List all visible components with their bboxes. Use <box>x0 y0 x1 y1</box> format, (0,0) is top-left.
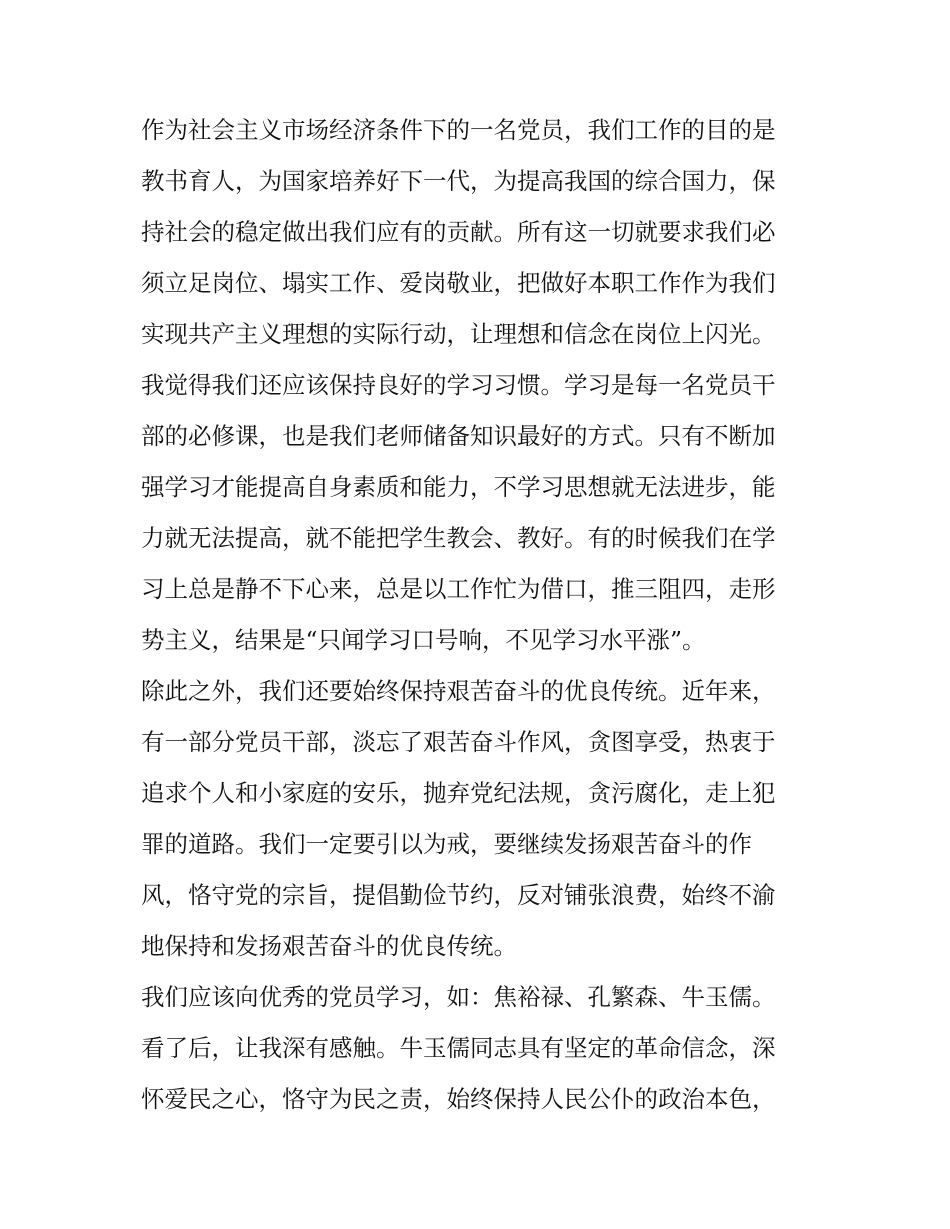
text-line: 强学习才能提高自身素质和能力，不学习思想就无法进步，能 <box>141 473 776 501</box>
text-line: 教书育人，为国家培养好下一代，为提高我国的综合国力，保 <box>141 167 776 195</box>
text-line: 部的必修课，也是我们老师储备知识最好的方式。只有不断加 <box>141 422 776 450</box>
text-line: 持社会的稳定做出我们应有的贡献。所有这一切就要求我们必 <box>141 218 776 246</box>
text-line: 地保持和发扬艰苦奋斗的优良传统。 <box>141 932 517 960</box>
text-line: 怀爱民之心，恪守为民之责，始终保持人民公仆的政治本色， <box>141 1085 776 1113</box>
body-text <box>141 105 821 1125</box>
text-line: 势主义，结果是“只闻学习口号响，不见学习水平涨”。 <box>141 626 706 654</box>
text-line: 习上总是静不下心来，总是以工作忙为借口，推三阻四，走形 <box>141 575 776 603</box>
text-line: 须立足岗位、塌实工作、爱岗敬业，把做好本职工作作为我们 <box>141 269 776 297</box>
text-line: 我觉得我们还应该保持良好的学习习惯。学习是每一名党员干 <box>141 371 776 399</box>
text-line: 作为社会主义市场经济条件下的一名党员，我们工作的目的是 <box>141 116 776 144</box>
text-line: 追求个人和小家庭的安乐，抛弃党纪法规，贪污腐化，走上犯 <box>141 779 776 807</box>
text-line: 罪的道路。我们一定要引以为戒，要继续发扬艰苦奋斗的作 <box>141 830 752 858</box>
text-line: 我们应该向优秀的党员学习，如：焦裕禄、孔繁森、牛玉儒。 <box>141 983 776 1011</box>
text-line: 风，恪守党的宗旨，提倡勤俭节约，反对铺张浪费，始终不渝 <box>141 881 776 909</box>
text-line: 有一部分党员干部，淡忘了艰苦奋斗作风，贪图享受，热衷于 <box>141 728 776 756</box>
text-line: 力就无法提高，就不能把学生教会、教好。有的时候我们在学 <box>141 524 776 552</box>
text-line: 实现共产主义理想的实际行动，让理想和信念在岗位上闪光。 <box>141 320 776 348</box>
text-line: 除此之外，我们还要始终保持艰苦奋斗的优良传统。近年来， <box>141 677 776 705</box>
text-line: 看了后，让我深有感触。牛玉儒同志具有坚定的革命信念，深 <box>141 1034 776 1062</box>
